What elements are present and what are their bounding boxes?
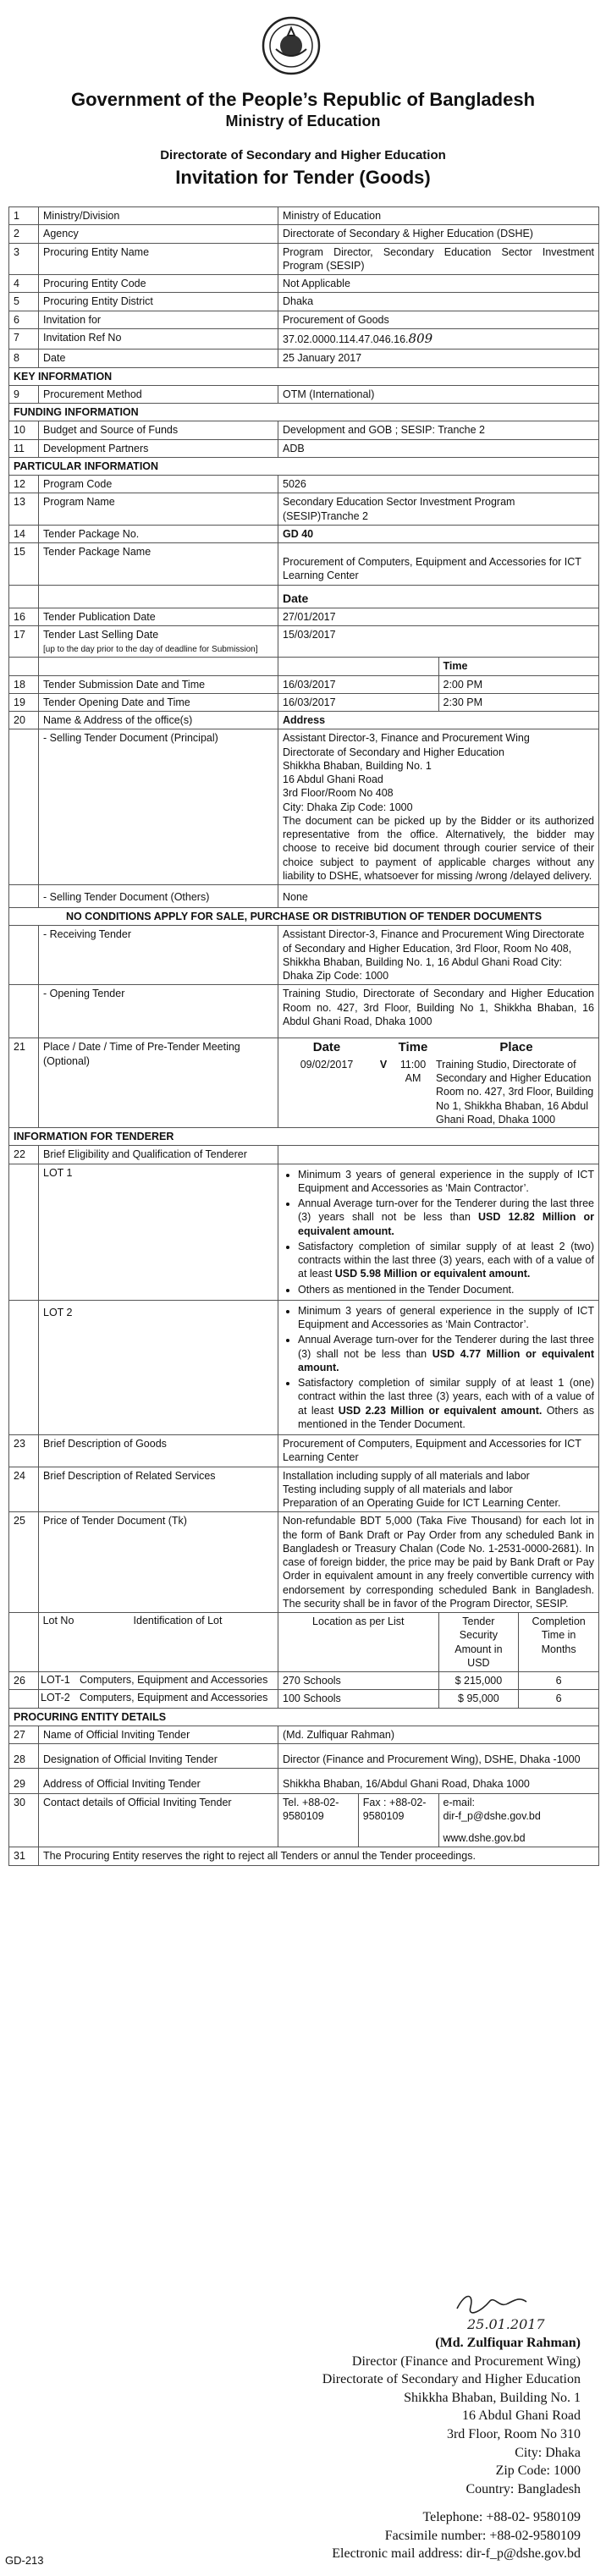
lot-row [9,1690,599,1708]
ministry-title: Ministry of Education [225,113,381,129]
fax-label: Fax : [362,1796,387,1808]
table-row [9,207,599,225]
criteria-text: Others as mentioned in the Tender Document. [298,1404,594,1430]
table-row [9,1038,599,1128]
row-number: 2 [9,225,39,243]
row-label: Place / Date / Time of Pre-Tender Meeting (Optional) [39,1038,278,1128]
row-label: Agency [39,225,278,243]
table-row [9,1435,599,1467]
table-row [9,1512,599,1613]
table-row [9,476,599,493]
place-heading: Place [499,1040,533,1055]
signatory-line: Country: Bangladesh [466,2481,581,2496]
signatory-block [322,2334,581,2498]
lot-cell [39,1690,278,1708]
table-row [9,1726,599,1743]
label-note: [up to the day prior to the day of deadline for Submission] [43,645,258,655]
row-label: Tender Package No. [39,525,278,542]
row-value: 15/03/2017 [278,625,599,658]
criteria-amount: USD 12.82 Million or equivalent amount. [298,1211,595,1237]
section-heading: KEY INFORMATION [9,367,599,385]
meeting-time: 11:00 AM [399,1058,427,1085]
row-number: 4 [9,275,39,293]
tel-value: +88-02-9580109 [283,1796,339,1822]
row-number: 12 [9,476,39,493]
row-number: 7 [9,328,39,350]
address-line: 16 Abdul Ghani Road [283,773,383,786]
signatory-line: 3rd Floor, Room No 310 [446,2426,581,2441]
location-heading: Location as per List [278,1613,439,1672]
row-label: Procuring Entity Code [39,275,278,293]
criteria-item [298,1333,594,1374]
row-value: 25 January 2017 [278,350,599,367]
row-label: Budget and Source of Funds [39,421,278,439]
lot-ident: Computers, Equipment and Accessories [80,1692,268,1704]
lot-security: $ 95,000 [438,1690,519,1708]
lot-security: $ 215,000 [438,1672,519,1690]
row-value: Assistant Director-3, Finance and Procurement Wing Directorate of Secondary and Higher Education, 3rd Floor, Room No 408, Shikkha Bhaban, Building No. 1, 16 Abdul Ghani Road City: Dhaka Zip Code: 1000 [278,926,599,985]
date-heading: Date [278,585,599,608]
criteria-item: • Minimum 3 years of general experience in the supply of ICT Equipment and Accessories as ‘Main Contractor’. [298,1168,594,1196]
row-number: 3 [9,243,39,275]
contact-fax [358,1793,438,1847]
signatory-line: Shikkha Bhaban, Building No. 1 [404,2390,581,2405]
row-number: 21 [9,1038,39,1128]
row-label: Invitation for [39,311,278,328]
service-line: Testing including supply of all materials and labor [283,1483,513,1495]
lot-id: LOT-2 [41,1692,70,1704]
table-row [9,543,599,586]
row-time: 2:30 PM [438,693,599,711]
table-row [9,1164,599,1300]
date-heading: Date [312,1040,341,1055]
row-number: 25 [9,1512,39,1613]
lot-id: LOT-1 [41,1674,70,1687]
signature-date: 25.01.2017 [467,2316,545,2332]
section-row [9,457,599,475]
section-row [9,367,599,385]
email-link[interactable]: dir-f_p@dshe.gov.bd [443,1809,541,1822]
row-number: 10 [9,421,39,439]
table-row [9,729,599,885]
contact-block [332,2508,581,2563]
web-link[interactable]: www.dshe.gov.bd [443,1832,526,1845]
table-row [9,421,599,439]
ident-heading: Identification of Lot [133,1615,223,1627]
lot-location: 270 Schools [278,1672,439,1690]
time-heading: Time [398,1040,428,1055]
table-row [9,293,599,311]
section-row [9,1708,599,1726]
row-date: 16/03/2017 [278,675,439,693]
row-label: Brief Eligibility and Qualification of Tenderer [39,1146,278,1164]
signature-icon [449,2285,567,2336]
row-value: Procurement of Goods [278,311,599,328]
table-row [9,350,599,367]
label-text: Tender Last Selling Date [43,628,159,641]
criteria-text: Satisfactory completion of similar supply of at least 2 (two) contracts within the last three (3) years, each with of a value of at least [298,1240,594,1280]
row-label: Designation of Official Inviting Tender [39,1744,278,1769]
row-label: Procuring Entity District [39,293,278,311]
row-label: Procuring Entity Name [39,243,278,275]
row-value: Procurement of Computers, Equipment and Accessories for ICT Learning Center [278,1435,599,1467]
row-label: Brief Description of Related Services [39,1467,278,1512]
signatory-name: (Md. Zulfiquar Rahman) [435,2336,581,2350]
row-value: Development and GOB ; SESIP: Tranche 2 [278,421,599,439]
row-number: 6 [9,311,39,328]
signatory-line: City: Dhaka [515,2445,581,2460]
section-heading: PROCURING ENTITY DETAILS [9,1708,599,1726]
row-value: 27/01/2017 [278,608,599,625]
row-label: Procurement Method [39,385,278,403]
table-row [9,926,599,985]
table-row [9,328,599,350]
row-label: Name & Address of the office(s) [39,712,278,729]
table-row [9,712,599,729]
contact-tel [278,1793,359,1847]
row-label: - Selling Tender Document (Principal) [39,729,278,885]
table-row [9,1146,599,1164]
table-row [9,675,599,693]
row-value: Directorate of Secondary & Higher Education (DSHE) [278,225,599,243]
row-number: 8 [9,350,39,367]
row-value: Program Director, Secondary Education Sector Investment Program (SESIP) [278,243,599,275]
section-row [9,908,599,926]
row-label: - Selling Tender Document (Others) [39,885,278,908]
security-heading: Tender Security Amount in USD [438,1613,519,1672]
meeting-place: Training Studio, Directorate of Secondary and Higher Education Room no. 427, 3rd Floor, Building No 1, Shikkha Bhaban, 16 Abdul Ghani Road, Dhaka 1000 [436,1058,594,1126]
contact-line: Electronic mail address: dir-f_p@dshe.gov.bd [332,2546,581,2562]
lots-header-row [9,1613,599,1672]
signatory-line: Director (Finance and Procurement Wing) [351,2353,581,2369]
signatory-line: Zip Code: 1000 [495,2463,581,2479]
row-label: Name of Official Inviting Tender [39,1726,278,1743]
table-row [9,1793,599,1847]
row-value [278,1467,599,1512]
lot-criteria [278,1164,599,1300]
row-number: 30 [9,1793,39,1847]
table-row [9,885,599,908]
service-line: Installation including supply of all materials and labor [283,1469,530,1482]
address-line: City: Dhaka Zip Code: 1000 [283,801,413,813]
document-title: Invitation for Tender (Goods) [175,167,431,188]
row-number: 29 [9,1769,39,1793]
lot-completion: 6 [519,1690,599,1708]
government-seal-icon [261,15,322,76]
row-number: 23 [9,1435,39,1467]
table-row [9,625,599,658]
row-label: Brief Description of Goods [39,1435,278,1467]
row-label: - Receiving Tender [39,926,278,985]
criteria-item [298,1240,594,1281]
row-number: 20 [9,712,39,729]
row-label [39,625,278,658]
handwritten-ref: 809 [408,330,433,346]
row-value: Procurement of Computers, Equipment and Accessories for ICT Learning Center [278,543,599,586]
table-row [9,1847,599,1865]
row-value: ADB [278,439,599,457]
row-date: 16/03/2017 [278,693,439,711]
row-label: Price of Tender Document (Tk) [39,1512,278,1613]
meeting-date: 09/02/2017 [300,1058,354,1071]
row-label: Invitation Ref No [39,328,278,350]
table-row [9,1744,599,1769]
row-number: 19 [9,693,39,711]
row-number: 15 [9,543,39,586]
address-line: 3rd Floor/Room No 408 [283,787,394,800]
address-line: Assistant Director-3, Finance and Procurement Wing [283,732,530,745]
row-number: 13 [9,493,39,526]
row-value: Director (Finance and Procurement Wing), DSHE, Dhaka -1000 [278,1744,599,1769]
row-number: 11 [9,439,39,457]
directorate-title: Directorate of Secondary and Higher Education [160,148,446,162]
table-row [9,1467,599,1512]
row-number: 1 [9,207,39,225]
row-label: Date [39,350,278,367]
signatory-line: 16 Abdul Ghani Road [462,2408,581,2424]
lot-location: 100 Schools [278,1690,439,1708]
section-heading: PARTICULAR INFORMATION [9,457,599,475]
row-value: Ministry of Education [278,207,599,225]
row-number: 28 [9,1744,39,1769]
table-row [9,1769,599,1793]
government-title: Government of the People’s Republic of Bangladesh [70,89,536,110]
row-value: Non-refundable BDT 5,000 (Taka Five Thousand) for each lot in the form of Bank Draft or Pay Order from any scheduled Bank in Bangladesh or Treasury Chalan (Code No. 1-2531-0000-2681). In case of foreign bidder, the price may be paid by Bank Draft or Pay Order in equivalent amount in any freely convertible currency with endorsement by corresponding scheduled Bank in Bangladesh. The security shall be in favor of the Program Director, SESIP. [278,1512,599,1613]
row-number: 16 [9,608,39,625]
table-row [9,225,599,243]
time-heading: Time [438,658,599,675]
section-row [9,404,599,421]
pre-tender-meeting [278,1038,599,1128]
row-label: Tender Submission Date and Time [39,675,278,693]
row-label: Contact details of Official Inviting Tender [39,1793,278,1847]
contact-line: Telephone: +88-02- 9580109 [422,2510,581,2524]
row-value [278,328,599,350]
row-value: OTM (International) [278,385,599,403]
lots-header-left [39,1613,278,1672]
service-line: Preparation of an Operating Guide for ICT Learning Center. [283,1497,561,1510]
row-number: 26 [9,1672,39,1690]
address-line: Directorate of Secondary and Higher Education [283,746,504,758]
criteria-amount: USD 2.23 Million or equivalent amount. [338,1404,543,1417]
table-row [9,985,599,1038]
table-row [9,585,599,608]
criteria-text: Annual Average turn-over for the Tenderer during the last three (3) shall not be less than [298,1334,594,1360]
table-row [9,385,599,403]
criteria-text: Satisfactory completion of similar supply of at least 1 (one) contract within the last three (3) years, each with of a value of at least [298,1377,594,1417]
document-code: GD-213 [5,2554,44,2567]
row-value: GD 40 [278,525,599,542]
lot-ident: Computers, Equipment and Accessories [80,1674,268,1687]
row-value: Training Studio, Directorate of Secondary and Higher Education Room no. 427, 3rd Floor, Building No 1, Shikkha Bhaban, 16 Abdul Ghani Road, Dhaka 1000 [278,985,599,1038]
table-row [9,1300,599,1434]
row-value: Dhaka [278,293,599,311]
row-number: 18 [9,675,39,693]
row-value: Secondary Education Sector Investment Program (SESIP)Tranche 2 [278,493,599,526]
row-value: 5026 [278,476,599,493]
criteria-item [298,1376,594,1431]
row-label: Tender Publication Date [39,608,278,625]
tender-table [8,206,599,1866]
row-label: Tender Opening Date and Time [39,693,278,711]
criteria-amount: USD 5.98 Million or equivalent amount. [334,1268,531,1280]
contact-line: Facsimile number: +88-02-9580109 [384,2528,581,2543]
table-row [9,439,599,457]
address-line: Shikkha Bhaban, Building No. 1 [283,759,432,772]
row-value [278,729,599,885]
criteria-text: Annual Average turn-over for the Tenderer during the last three (3) years shall not be less than [298,1197,594,1224]
lot-completion: 6 [519,1672,599,1690]
row-value: Shikkha Bhaban, 16/Abdul Ghani Road, Dhaka 1000 [278,1769,599,1793]
criteria-item: • Minimum 3 years of general experience in the supply of ICT Equipment and Accessories as ‘Main Contractor’. [298,1304,594,1332]
row-label: Program Code [39,476,278,493]
signatory-line: Directorate of Secondary and Higher Education [322,2372,581,2387]
row-number: 22 [9,1146,39,1164]
criteria-amount: USD 4.77 Million or equivalent amount. [298,1347,594,1373]
lot-cell [39,1672,278,1690]
row-number: 17 [9,625,39,658]
row-label: Tender Package Name [39,543,278,586]
criteria-item: • Others as mentioned in the Tender Document. [298,1283,594,1296]
row-label: Ministry/Division [39,207,278,225]
email-label: e-mail: [443,1796,476,1808]
meeting-mark: V [379,1058,388,1071]
row-number: 9 [9,385,39,403]
table-row [9,243,599,275]
row-label: - Opening Tender [39,985,278,1038]
section-heading: INFORMATION FOR TENDERER [9,1128,599,1146]
no-conditions-notice: NO CONDITIONS APPLY FOR SALE, PURCHASE OR DISTRIBUTION OF TENDER DOCUMENTS [9,908,599,926]
row-value: The Procuring Entity reserves the right to reject all Tenders or annul the Tender proceedings. [39,1847,599,1865]
row-number: 27 [9,1726,39,1743]
fax-value: +88-02-9580109 [362,1796,427,1822]
row-label: Development Partners [39,439,278,457]
lot-criteria [278,1300,599,1434]
row-value: Not Applicable [278,275,599,293]
lot-label: LOT 1 [39,1164,278,1300]
row-value: (Md. Zulfiquar Rahman) [278,1726,599,1743]
lot-row [9,1672,599,1690]
row-number: 5 [9,293,39,311]
row-number: 14 [9,525,39,542]
section-row [9,1128,599,1146]
criteria-item [298,1197,594,1238]
table-row [9,658,599,675]
row-value: None [278,885,599,908]
pickup-note: The document can be picked up by the Bidder or its authorized representative from the office. Alternatively, the bidder may choose to receive bid document through courier service of their choice subject to payment of applicable charges without any liability to DSHE, whatsoever for missing /wrong /delayed delivery. [283,814,594,882]
row-label: Address of Official Inviting Tender [39,1769,278,1793]
table-row [9,275,599,293]
contact-email [438,1793,599,1847]
row-number: 31 [9,1847,39,1865]
row-number: 24 [9,1467,39,1512]
address-heading: Address [278,712,599,729]
lot-label: LOT 2 [39,1300,278,1434]
row-time: 2:00 PM [438,675,599,693]
table-row [9,525,599,542]
table-row [9,493,599,526]
table-row [9,608,599,625]
table-row [9,311,599,328]
table-row [9,693,599,711]
ref-number: 37.02.0000.114.47.046.16. [283,333,409,345]
completion-heading: Completion Time in Months [519,1613,599,1672]
tel-label: Tel. [283,1796,300,1808]
row-label: Program Name [39,493,278,526]
lot-no-heading: Lot No [42,1615,74,1627]
section-heading: FUNDING INFORMATION [9,404,599,421]
